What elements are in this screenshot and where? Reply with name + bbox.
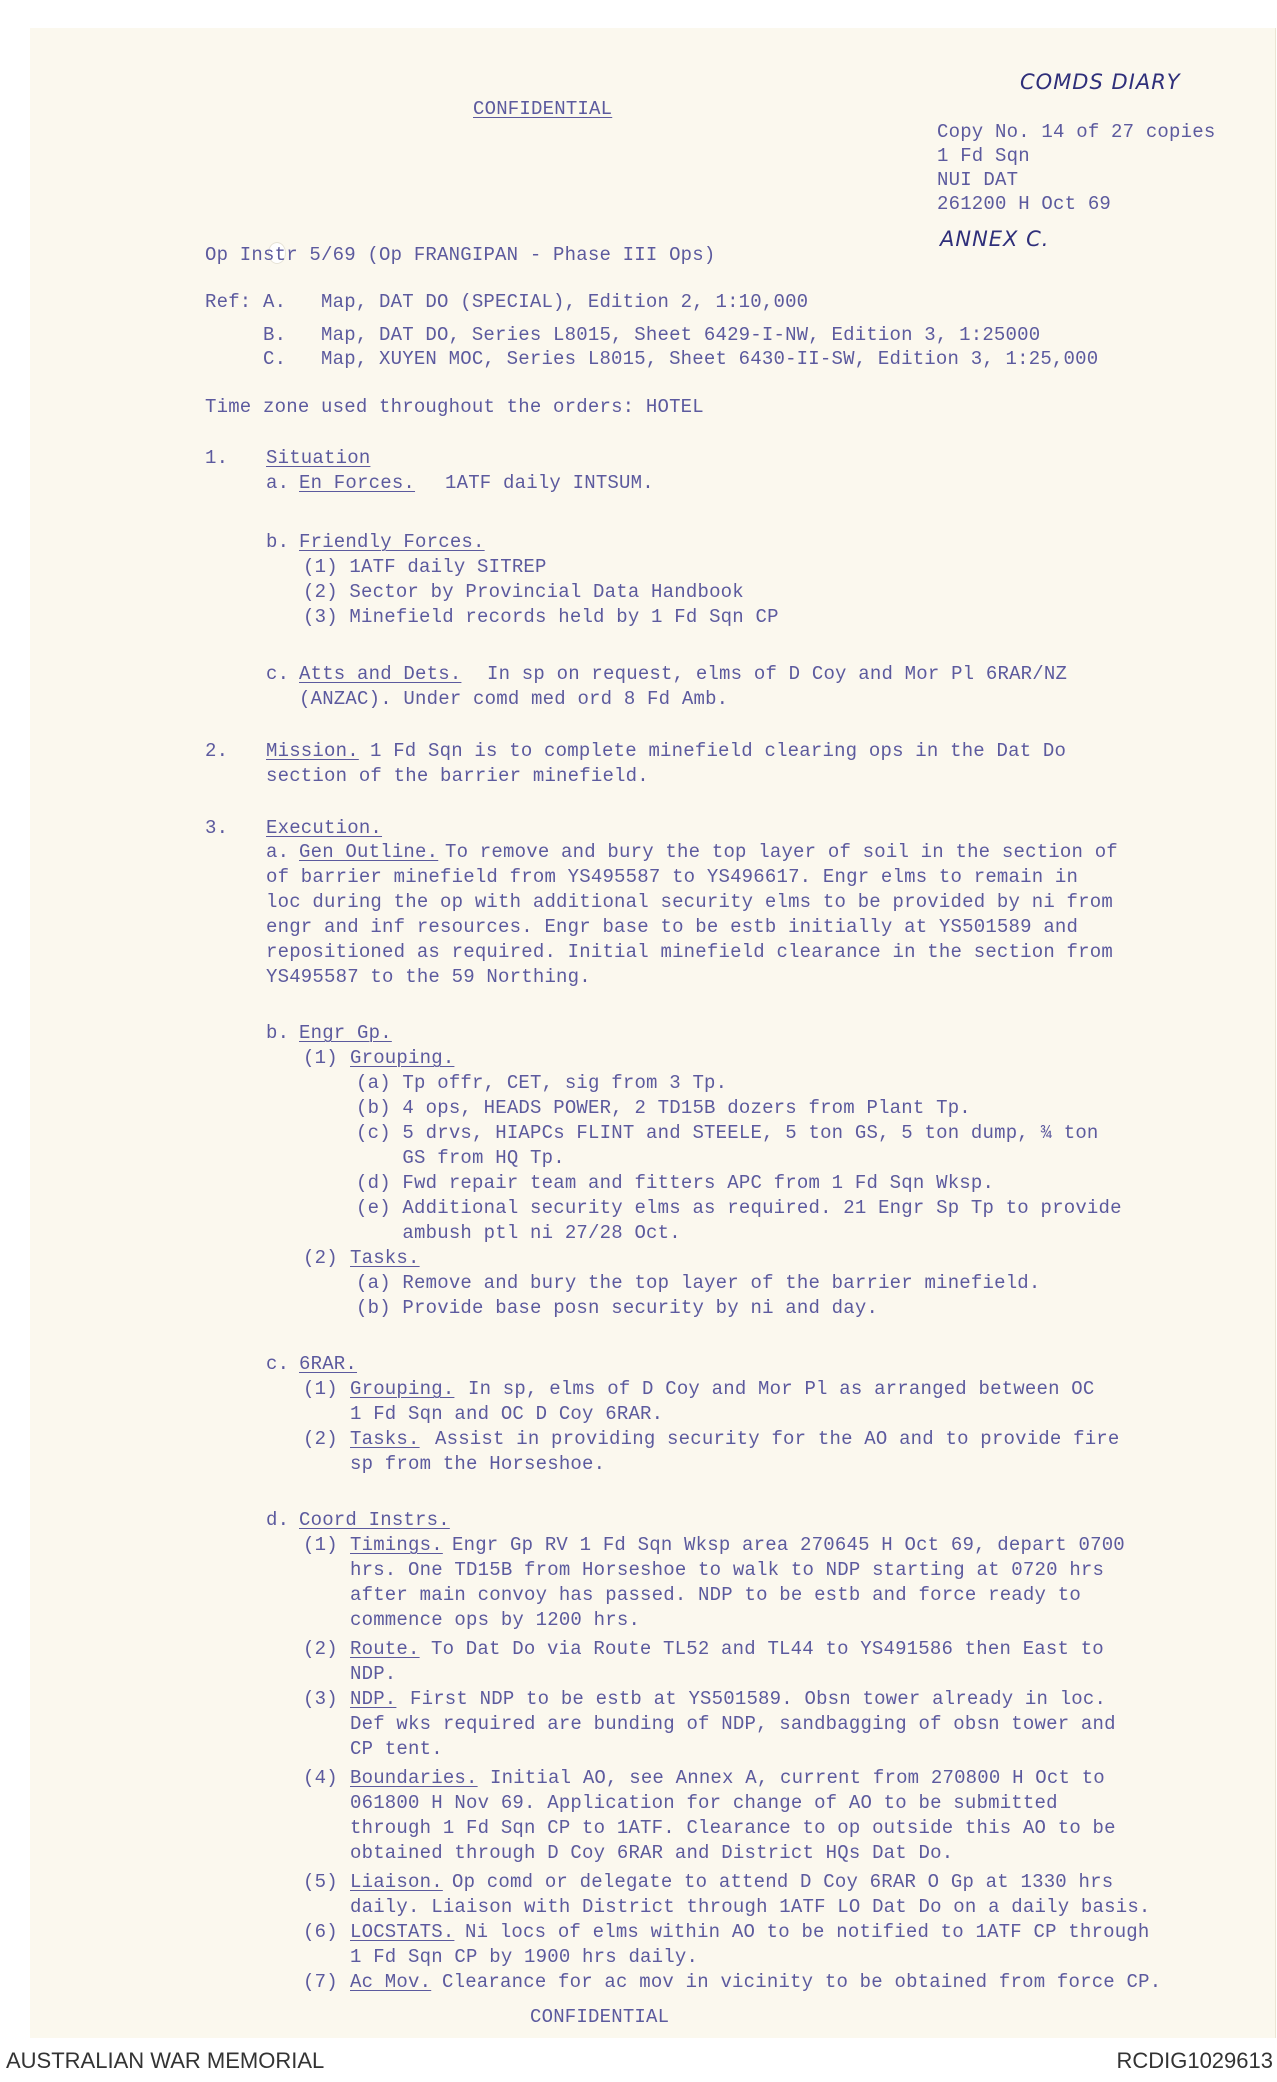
- para-3c2-heading: Tasks.: [350, 1428, 420, 1450]
- para-3a-heading: Gen Outline.: [299, 841, 439, 863]
- para-3d3-text-1: First NDP to be estb at YS501589. Obsn tower already in loc.: [410, 1688, 1107, 1710]
- document-sheet: [30, 28, 1276, 2038]
- section-2-text-1: 1 Fd Sqn is to complete minefield clearing ops in the Dat Do: [370, 740, 1067, 762]
- location: NUI DAT: [937, 169, 1019, 191]
- para-3a-line-4: engr and inf resources. Engr base to be estb initially at YS501589 and: [266, 916, 1079, 938]
- para-3d1-text-3: after main convoy has passed. NDP to be estb and force ready to: [350, 1584, 1081, 1606]
- handwritten-comds-diary: COMDS DIARY: [1020, 70, 1181, 94]
- para-3d5-text-1: Op comd or delegate to attend D Coy 6RAR O Gp at 1330 hrs: [452, 1871, 1114, 1893]
- para-1c-text-2: (ANZAC). Under comd med ord 8 Fd Amb.: [299, 688, 729, 710]
- para-3d2-text-1: To Dat Do via Route TL52 and TL44 to YS491586 then East to: [431, 1638, 1104, 1660]
- para-3d4-label: (4): [303, 1767, 338, 1789]
- section-3-number: 3.: [205, 817, 229, 839]
- para-3c2-label: (2): [303, 1428, 338, 1450]
- section-2-heading: Mission.: [266, 740, 359, 762]
- para-3b1-c-1: (c) 5 drvs, HIAPCs FLINT and STEELE, 5 ton GS, 5 ton dump, ¾ ton: [356, 1122, 1099, 1144]
- para-3d6-text-2: 1 Fd Sqn CP by 1900 hrs daily.: [350, 1946, 699, 1968]
- para-3d1-text-4: commence ops by 1200 hrs.: [350, 1609, 641, 1631]
- section-1-number: 1.: [205, 447, 229, 469]
- para-3d6-text-1: Ni locs of elms within AO to be notified to 1ATF CP through: [465, 1921, 1150, 1943]
- para-3b1-b: (b) 4 ops, HEADS POWER, 2 TD15B dozers from Plant Tp.: [356, 1097, 971, 1119]
- para-1a-text: 1ATF daily INTSUM.: [445, 472, 654, 494]
- section-2-number: 2.: [205, 740, 229, 762]
- para-3c-label: c.: [266, 1353, 290, 1375]
- para-3a-line-5: repositioned as required. Initial minefield clearance in the section from: [266, 941, 1113, 963]
- para-3b1-heading: Grouping.: [350, 1047, 455, 1069]
- para-3b-heading: Engr Gp.: [299, 1022, 392, 1044]
- para-3c-heading: 6RAR.: [299, 1353, 358, 1375]
- archive-name: AUSTRALIAN WAR MEMORIAL: [6, 2048, 325, 2073]
- page-title: Op Instr 5/69 (Op FRANGIPAN - Phase III Ops): [205, 244, 716, 266]
- archive-reference: RCDIG1029613: [1116, 2048, 1273, 2073]
- para-3d4-text-2: 061800 H Nov 69. Application for change of AO to be submitted: [350, 1792, 1058, 1814]
- para-3d6-heading: LOCSTATS.: [350, 1921, 455, 1943]
- para-3d2-label: (2): [303, 1638, 338, 1660]
- para-3b1-a: (a) Tp offr, CET, sig from 3 Tp.: [356, 1072, 728, 1094]
- para-3d5-text-2: daily. Liaison with District through 1ATF LO Dat Do on a daily basis.: [350, 1896, 1151, 1918]
- para-3c1-text-2: 1 Fd Sqn and OC D Coy 6RAR.: [350, 1403, 664, 1425]
- para-1b-label: b.: [266, 531, 290, 553]
- ref-b: B. Map, DAT DO, Series L8015, Sheet 6429-I-NW, Edition 3, 1:25000: [263, 324, 1041, 346]
- section-1-heading: Situation: [266, 447, 371, 469]
- para-3d2-heading: Route.: [350, 1638, 420, 1660]
- para-3d4-text-3: through 1 Fd Sqn CP to 1ATF. Clearance to op outside this AO to be: [350, 1817, 1116, 1839]
- ref-a: A. Map, DAT DO (SPECIAL), Edition 2, 1:10,000: [263, 291, 809, 313]
- para-3d4-text-4: obtained through D Coy 6RAR and District HQs Dat Do.: [350, 1842, 954, 1864]
- para-1b-item-2: (2) Sector by Provincial Data Handbook: [303, 581, 744, 603]
- para-3a-line-1: To remove and bury the top layer of soil in the section of: [445, 841, 1118, 863]
- para-3d1-text-1: Engr Gp RV 1 Fd Sqn Wksp area 270645 H Oct 69, depart 0700: [452, 1534, 1125, 1556]
- para-3d3-text-3: CP tent.: [350, 1738, 443, 1760]
- para-3c1-label: (1): [303, 1378, 338, 1400]
- unit: 1 Fd Sqn: [937, 145, 1030, 167]
- para-3d3-text-2: Def wks required are bunding of NDP, sandbagging of obsn tower and: [350, 1713, 1116, 1735]
- para-3b2-a: (a) Remove and bury the top layer of the barrier minefield.: [356, 1272, 1041, 1294]
- para-3d4-text-1: Initial AO, see Annex A, current from 270800 H Oct to: [490, 1767, 1105, 1789]
- classification-top: CONFIDENTIAL: [473, 98, 613, 120]
- para-3d4-heading: Boundaries.: [350, 1767, 478, 1789]
- time-zone: Time zone used throughout the orders: HOTEL: [205, 396, 704, 418]
- archive-footer: [0, 2038, 1277, 2082]
- para-3d-label: d.: [266, 1509, 290, 1531]
- para-3d5-label: (5): [303, 1871, 338, 1893]
- para-3c2-text-2: sp from the Horseshoe.: [350, 1453, 606, 1475]
- para-3c1-heading: Grouping.: [350, 1378, 455, 1400]
- para-3d1-heading: Timings.: [350, 1534, 443, 1556]
- para-1b-item-1: (1) 1ATF daily SITREP: [303, 556, 547, 578]
- para-1a-heading: En Forces.: [299, 472, 416, 494]
- para-1c-text-1: In sp on request, elms of D Coy and Mor Pl 6RAR/NZ: [487, 663, 1068, 685]
- para-3b1-label: (1): [303, 1047, 338, 1069]
- para-3d5-heading: Liaison.: [350, 1871, 443, 1893]
- copy-number: Copy No. 14 of 27 copies: [937, 121, 1216, 143]
- para-3b1-d: (d) Fwd repair team and fitters APC from 1 Fd Sqn Wksp.: [356, 1172, 995, 1194]
- para-3d1-label: (1): [303, 1534, 338, 1556]
- para-3a-line-2: of barrier minefield from YS495587 to YS496617. Engr elms to remain in: [266, 866, 1079, 888]
- ref-c: C. Map, XUYEN MOC, Series L8015, Sheet 6430-II-SW, Edition 3, 1:25,000: [263, 348, 1099, 370]
- para-3a-line-6: YS495587 to the 59 Northing.: [266, 966, 591, 988]
- para-3c1-text-1: In sp, elms of D Coy and Mor Pl as arranged between OC: [468, 1378, 1095, 1400]
- para-3d7-label: (7): [303, 1971, 338, 1993]
- para-3d7-text-1: Clearance for ac mov in vicinity to be obtained from force CP.: [442, 1971, 1162, 1993]
- para-3b-label: b.: [266, 1022, 290, 1044]
- para-1b-heading: Friendly Forces.: [299, 531, 485, 553]
- para-3b1-e-1: (e) Additional security elms as required. 21 Engr Sp Tp to provide: [356, 1197, 1122, 1219]
- para-3d3-label: (3): [303, 1688, 338, 1710]
- classification-bottom: CONFIDENTIAL: [530, 2006, 670, 2028]
- para-3a-line-3: loc during the op with additional security elms to be provided by ni from: [266, 891, 1113, 913]
- para-3d7-heading: Ac Mov.: [350, 1971, 432, 1993]
- para-3b2-label: (2): [303, 1247, 338, 1269]
- para-3a-label: a.: [266, 841, 290, 863]
- para-3c2-text-1: Assist in providing security for the AO and to provide fire: [435, 1428, 1120, 1450]
- para-1a-label: a.: [266, 472, 290, 494]
- para-3b2-heading: Tasks.: [350, 1247, 420, 1269]
- para-3b1-c-2: GS from HQ Tp.: [356, 1147, 565, 1169]
- para-3b1-e-2: ambush ptl ni 27/28 Oct.: [356, 1222, 681, 1244]
- date-time-group: 261200 H Oct 69: [937, 193, 1112, 215]
- section-3-heading: Execution.: [266, 817, 383, 839]
- para-1c-label: c.: [266, 663, 290, 685]
- para-3d-heading: Coord Instrs.: [299, 1509, 450, 1531]
- section-2-text-2: section of the barrier minefield.: [266, 765, 649, 787]
- para-3d2-text-2: NDP.: [350, 1663, 397, 1685]
- para-1b-item-3: (3) Minefield records held by 1 Fd Sqn CP: [303, 606, 779, 628]
- para-3d6-label: (6): [303, 1921, 338, 1943]
- refs-label: Ref:: [205, 291, 252, 313]
- para-3b2-b: (b) Provide base posn security by ni and day.: [356, 1297, 879, 1319]
- para-3d3-heading: NDP.: [350, 1688, 397, 1710]
- handwritten-annex: ANNEX C.: [940, 227, 1050, 251]
- para-1c-heading: Atts and Dets.: [299, 663, 462, 685]
- para-3d1-text-2: hrs. One TD15B from Horseshoe to walk to NDP starting at 0720 hrs: [350, 1559, 1105, 1581]
